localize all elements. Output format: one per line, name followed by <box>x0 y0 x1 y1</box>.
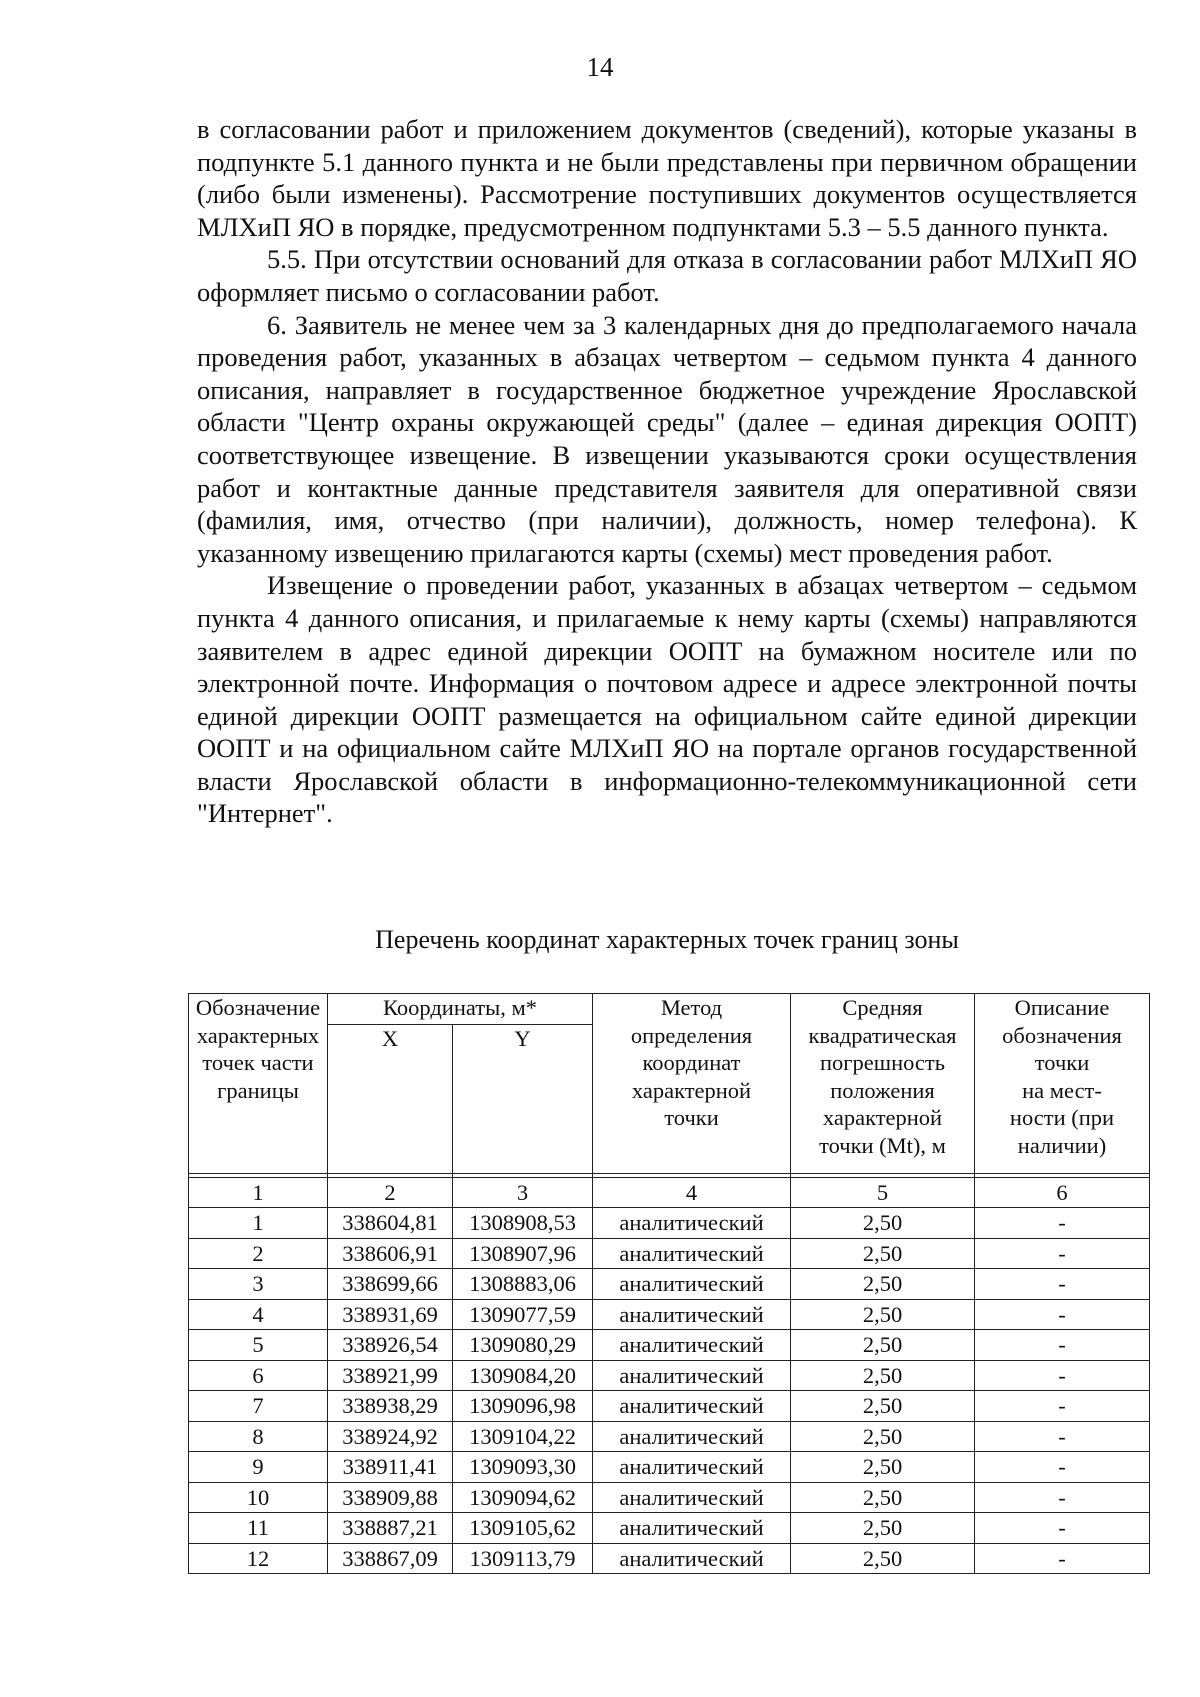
cell-method: аналитический <box>593 1482 791 1513</box>
cell-method: аналитический <box>593 1208 791 1239</box>
body-text <box>197 113 1137 830</box>
table-row <box>189 1208 1150 1239</box>
cell-y: 1309080,29 <box>453 1330 593 1361</box>
paragraph-notice: Извещение о проведении работ, указанных в абзацах четвертом – седьмом пункта 4 данного описания, и прилагаемые к нему карты (схемы) направляются заявителем в адрес единой дирекции ООПТ на бумажном носителе или по электронной почте. Информация о почтовом адресе и адресе электронной почты единой дирекции ООПТ размещается на официальном сайте единой дирекции ООПТ и на официальном сайте МЛХиП ЯО на портале органов государственной власти Ярославской области в информационно-телекоммуникационной сети "Интернет". <box>197 570 1137 829</box>
cell-x: 338938,29 <box>328 1391 453 1422</box>
table-row <box>189 1299 1150 1330</box>
cell-x: 338924,92 <box>328 1421 453 1452</box>
cell-point: 5 <box>189 1330 328 1361</box>
cell-description: - <box>975 1330 1150 1361</box>
table-row <box>189 1360 1150 1391</box>
table-row <box>189 1421 1150 1452</box>
cell-description: - <box>975 1238 1150 1269</box>
cell-description: - <box>975 1360 1150 1391</box>
cell-x: 338921,99 <box>328 1360 453 1391</box>
cell-error: 2,50 <box>791 1391 975 1422</box>
cell-point: 7 <box>189 1391 328 1422</box>
cell-y: 1308907,96 <box>453 1238 593 1269</box>
header-description: Описание обозначения точки на мест- ности (при наличии) <box>975 994 1150 1174</box>
cell-description: - <box>975 1482 1150 1513</box>
cell-point: 11 <box>189 1513 328 1544</box>
column-number: 5 <box>791 1177 975 1208</box>
cell-method: аналитический <box>593 1360 791 1391</box>
cell-point: 8 <box>189 1421 328 1452</box>
cell-x: 338931,69 <box>328 1299 453 1330</box>
cell-error: 2,50 <box>791 1238 975 1269</box>
table-row <box>189 1482 1150 1513</box>
cell-error: 2,50 <box>791 1421 975 1452</box>
cell-description: - <box>975 1269 1150 1300</box>
cell-point: 6 <box>189 1360 328 1391</box>
cell-y: 1308908,53 <box>453 1208 593 1239</box>
cell-y: 1309084,20 <box>453 1360 593 1391</box>
header-error: Средняя квадратическая погрешность положения характерной точки (Mt), м <box>791 994 975 1174</box>
cell-method: аналитический <box>593 1513 791 1544</box>
column-number: 4 <box>593 1177 791 1208</box>
cell-method: аналитический <box>593 1452 791 1483</box>
cell-error: 2,50 <box>791 1543 975 1574</box>
column-number: 2 <box>328 1177 453 1208</box>
cell-error: 2,50 <box>791 1360 975 1391</box>
cell-x: 338909,88 <box>328 1482 453 1513</box>
table-row <box>189 1330 1150 1361</box>
cell-point: 2 <box>189 1238 328 1269</box>
table-caption: Перечень координат характерных точек границ зоны <box>375 925 959 954</box>
column-number: 3 <box>453 1177 593 1208</box>
table-row <box>189 1238 1150 1269</box>
cell-description: - <box>975 1543 1150 1574</box>
cell-point: 12 <box>189 1543 328 1574</box>
cell-method: аналитический <box>593 1299 791 1330</box>
column-number: 6 <box>975 1177 1150 1208</box>
cell-error: 2,50 <box>791 1269 975 1300</box>
coordinates-table <box>188 993 1150 1574</box>
cell-y: 1309105,62 <box>453 1513 593 1544</box>
cell-y: 1309093,30 <box>453 1452 593 1483</box>
cell-y: 1308883,06 <box>453 1269 593 1300</box>
cell-error: 2,50 <box>791 1208 975 1239</box>
table-row <box>189 1513 1150 1544</box>
header-y: Y <box>453 1024 593 1173</box>
cell-description: - <box>975 1421 1150 1452</box>
header-point-designation: Обозначение характерных точек части границы <box>189 994 328 1174</box>
cell-method: аналитический <box>593 1421 791 1452</box>
cell-point: 1 <box>189 1208 328 1239</box>
cell-x: 338604,81 <box>328 1208 453 1239</box>
table-header-row <box>189 994 1150 1025</box>
cell-x: 338887,21 <box>328 1513 453 1544</box>
cell-description: - <box>975 1452 1150 1483</box>
table-row <box>189 1543 1150 1574</box>
cell-point: 9 <box>189 1452 328 1483</box>
cell-method: аналитический <box>593 1330 791 1361</box>
cell-x: 338867,09 <box>328 1543 453 1574</box>
cell-y: 1309113,79 <box>453 1543 593 1574</box>
cell-x: 338606,91 <box>328 1238 453 1269</box>
cell-point: 3 <box>189 1269 328 1300</box>
cell-description: - <box>975 1391 1150 1422</box>
header-coordinates: Координаты, м* <box>328 994 593 1025</box>
cell-method: аналитический <box>593 1543 791 1574</box>
column-number-row <box>189 1177 1150 1208</box>
cell-y: 1309077,59 <box>453 1299 593 1330</box>
header-method: Метод определения координат характерной точки <box>593 994 791 1174</box>
paragraph-6: 6. Заявитель не менее чем за 3 календарных дня до предполагаемого начала проведения работ, указанных в абзацах четвертом – седьмом пункта 4 данного описания, направляет в государственное бюджетное учреждение Ярославской области "Центр охраны окружающей среды" (далее – единая дирекция ООПТ) соответствующее извещение. В извещении указываются сроки осуществления работ и контактные данные представителя заявителя для оперативной связи (фамилия, имя, отчество (при наличии), должность, номер телефона). К указанному извещению прилагаются карты (схемы) мест проведения работ. <box>197 309 1137 568</box>
cell-error: 2,50 <box>791 1299 975 1330</box>
header-x: X <box>328 1024 453 1173</box>
cell-y: 1309094,62 <box>453 1482 593 1513</box>
cell-point: 10 <box>189 1482 328 1513</box>
cell-error: 2,50 <box>791 1330 975 1361</box>
page-number: 14 <box>586 52 614 82</box>
cell-description: - <box>975 1513 1150 1544</box>
cell-method: аналитический <box>593 1238 791 1269</box>
cell-method: аналитический <box>593 1391 791 1422</box>
column-number: 1 <box>189 1177 328 1208</box>
cell-y: 1309104,22 <box>453 1421 593 1452</box>
paragraph-5-5: 5.5. При отсутствии оснований для отказа в согласовании работ МЛХиП ЯО оформляет письмо о согласовании работ. <box>197 244 1137 307</box>
cell-x: 338699,66 <box>328 1269 453 1300</box>
cell-error: 2,50 <box>791 1482 975 1513</box>
cell-description: - <box>975 1299 1150 1330</box>
cell-x: 338926,54 <box>328 1330 453 1361</box>
cell-x: 338911,41 <box>328 1452 453 1483</box>
cell-error: 2,50 <box>791 1452 975 1483</box>
cell-description: - <box>975 1208 1150 1239</box>
cell-error: 2,50 <box>791 1513 975 1544</box>
table-row <box>189 1269 1150 1300</box>
paragraph-continuation: в согласовании работ и приложением документов (сведений), которые указаны в подпункте 5.1 данного пункта и не были представлены при первичном обращении (либо были изменены). Рассмотрение поступивших документов осуществляется МЛХиП ЯО в порядке, предусмотренном подпунктами 5.3 – 5.5 данного пункта. <box>197 114 1137 242</box>
table-row <box>189 1452 1150 1483</box>
cell-y: 1309096,98 <box>453 1391 593 1422</box>
cell-method: аналитический <box>593 1269 791 1300</box>
table-row <box>189 1391 1150 1422</box>
cell-point: 4 <box>189 1299 328 1330</box>
